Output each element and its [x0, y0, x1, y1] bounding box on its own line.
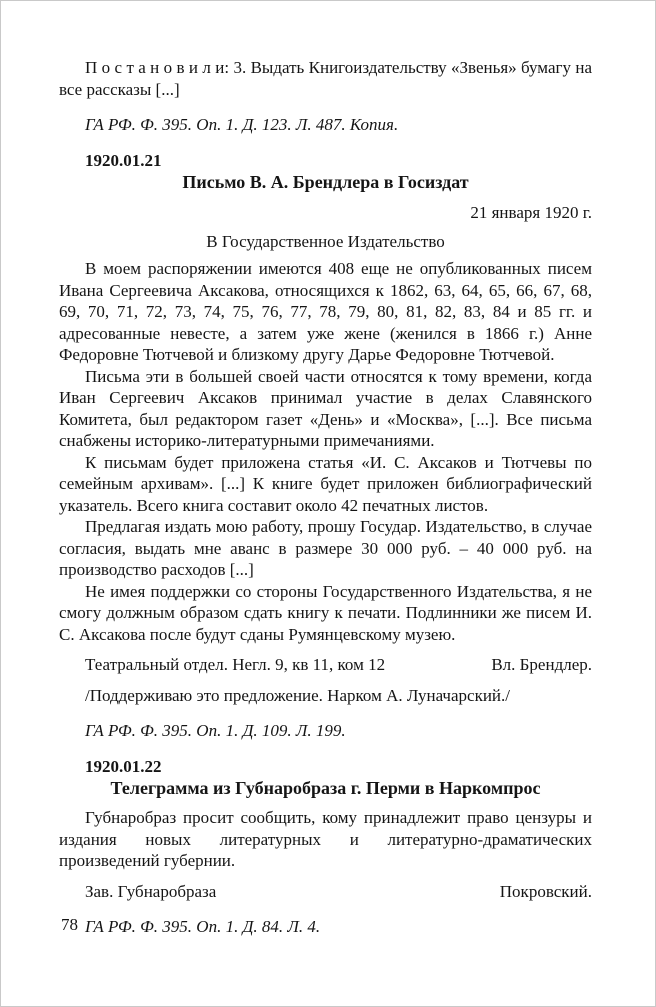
entry-date-heading: 1920.01.21 [85, 150, 162, 170]
body-paragraph: Письма эти в большей своей части относятся к тому времени, когда Иван Сергеевич Аксаков принимал участие в делах Славянского Комитета, был редактором газет «День» и «Москва», [...]. Все письма снабжены историко-литературными примечаниями. [59, 366, 592, 450]
body-paragraph: Не имея поддержки со стороны Государственного Издательства, я не смогу должным образом сдать книгу к печати. Подлинники же писем И. С. Аксакова после будут сданы Румянцевскому музею. [59, 581, 592, 644]
signature-name: Вл. Брендлер. [491, 655, 592, 674]
body-paragraph: Предлагая издать мою работу, прошу Государ. Издательство, в случае согласия, выдать мне аванс в размере 30 000 руб. – 40 000 руб. на производство расходов [...] [59, 517, 592, 579]
addressee-line: В Государственное Издательство [206, 231, 445, 251]
resolution-paragraph: П о с т а н о в и л и: 3. Выдать Книгоиздательству «Звенья» бумагу на все рассказы [...] [59, 58, 592, 99]
entry-title: Телеграмма из Губнаробраза г. Перми в Наркомпрос [110, 778, 541, 798]
archive-reference: ГА РФ. Ф. 395. Оп. 1. Д. 109. Л. 199. [85, 721, 346, 740]
entry-title: Письмо В. А. Брендлера в Госиздат [182, 172, 469, 192]
body-paragraph: В моем распоряжении имеются 408 еще не опубликованных писем Ивана Сергеевича Аксакова, относящихся к 1862, 63, 64, 65, 66, 67, 68, 69, 70, 71, 72, 73, 74, 75, 76, 77, 78, 79, 80, 81, 82, 83, 84 и 85 гг. и адресованные невесте, а затем уже жене (женился в 1866 г.) Анне Федоровне Тютчевой и близкому другу Дарье Федоровне Тютчевой. [59, 259, 592, 364]
dateline: 21 января 1920 г. [470, 203, 592, 222]
entry-date-heading: 1920.01.22 [85, 756, 162, 776]
signature-row [59, 654, 592, 676]
page-number: 78 [61, 915, 78, 934]
archive-reference: ГА РФ. Ф. 395. Оп. 1. Д. 84. Л. 4. [85, 917, 321, 936]
body-paragraph: К письмам будет приложена статья «И. С. Аксаков и Тютчевы по семейным архивам». [...] К книге будет приложен библиографический указатель. Всего книга составит около 42 печатных листов. [59, 452, 592, 515]
signature-row [59, 881, 592, 903]
page-content [59, 57, 592, 952]
body-paragraph: Губнаробраз просит сообщить, кому принадлежит право цензуры и издания новых литературных и литературно-драматических произведений губернии. [59, 808, 592, 870]
endorsement-line: /Поддерживаю это предложение. Нарком А. Луначарский./ [85, 685, 510, 705]
archive-reference: ГА РФ. Ф. 395. Оп. 1. Д. 123. Л. 487. Копия. [85, 115, 399, 134]
signature-address: Театральный отдел. Негл. 9, кв 11, ком 12 [85, 655, 386, 674]
signature-name: Покровский. [499, 881, 592, 901]
signature-address: Зав. Губнаробраза [85, 881, 217, 901]
